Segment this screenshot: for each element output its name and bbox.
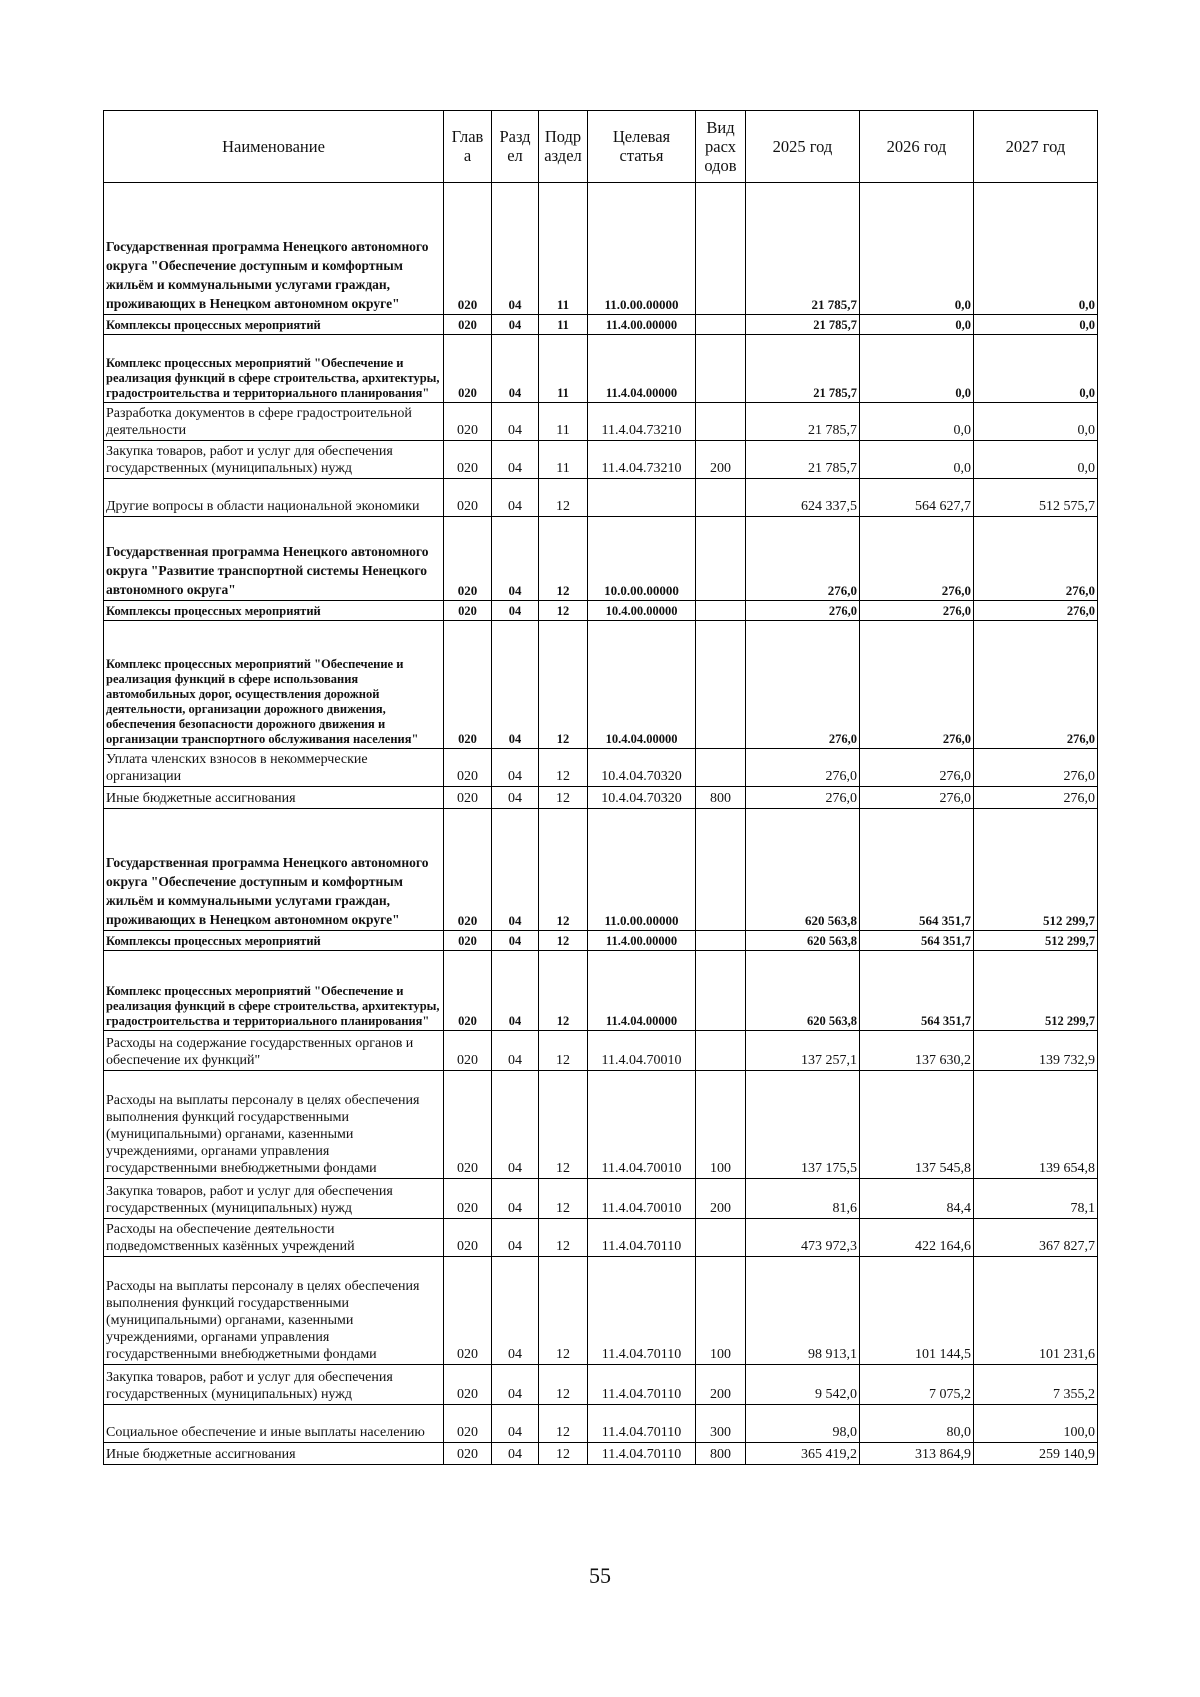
header-2026: 2026 год — [860, 111, 974, 183]
cell-2026: 0,0 — [860, 335, 974, 403]
cell-podrazdel: 11 — [539, 403, 588, 441]
cell-statya: 11.4.04.73210 — [588, 403, 696, 441]
cell-glava: 020 — [444, 809, 492, 931]
cell-podrazdel: 12 — [539, 1031, 588, 1071]
cell-2026: 276,0 — [860, 787, 974, 809]
cell-glava: 020 — [444, 749, 492, 787]
cell-2026: 276,0 — [860, 749, 974, 787]
table-row — [104, 1257, 1098, 1365]
cell-2026: 313 864,9 — [860, 1443, 974, 1465]
cell-2027: 78,1 — [974, 1179, 1098, 1219]
cell-2026: 564 351,7 — [860, 951, 974, 1031]
table-row — [104, 315, 1098, 335]
cell-vid: 100 — [696, 1071, 746, 1179]
cell-2027: 512 299,7 — [974, 951, 1098, 1031]
page-number: 55 — [589, 1563, 611, 1588]
header-razdel: Разд ел — [492, 111, 539, 183]
cell-podrazdel: 12 — [539, 479, 588, 517]
cell-2027: 259 140,9 — [974, 1443, 1098, 1465]
table-row — [104, 601, 1098, 621]
cell-2025: 9 542,0 — [746, 1365, 860, 1405]
cell-2027: 367 827,7 — [974, 1219, 1098, 1257]
cell-podrazdel: 12 — [539, 951, 588, 1031]
cell-2027: 0,0 — [974, 335, 1098, 403]
cell-name: Расходы на выплаты персоналу в целях обеспечения выполнения функций государственными (муниципальными) органами, казенными учреждениями, органами управления государственными внебюджетными фондами — [104, 1071, 444, 1179]
cell-vid — [696, 517, 746, 601]
cell-glava: 020 — [444, 1443, 492, 1465]
cell-2027: 7 355,2 — [974, 1365, 1098, 1405]
cell-razdel: 04 — [492, 315, 539, 335]
cell-name: Комплекс процессных мероприятий "Обеспечение и реализация функций в сфере использования автомобильных дорог, осуществления дорожной деятельности, организации дорожного движения, обеспечения безопасности дорожного движения и организации транспортного обслуживания населения" — [104, 621, 444, 749]
cell-name: Уплата членских взносов в некоммерческие организации — [104, 749, 444, 787]
cell-razdel: 04 — [492, 335, 539, 403]
cell-razdel: 04 — [492, 1031, 539, 1071]
table-row — [104, 621, 1098, 749]
cell-podrazdel: 12 — [539, 1179, 588, 1219]
cell-2025: 21 785,7 — [746, 441, 860, 479]
cell-2026: 276,0 — [860, 621, 974, 749]
cell-2026: 137 630,2 — [860, 1031, 974, 1071]
cell-2027: 100,0 — [974, 1405, 1098, 1443]
cell-vid: 200 — [696, 1365, 746, 1405]
cell-2025: 620 563,8 — [746, 951, 860, 1031]
table-row — [104, 1071, 1098, 1179]
cell-vid — [696, 621, 746, 749]
cell-name: Закупка товаров, работ и услуг для обеспечения государственных (муниципальных) нужд — [104, 441, 444, 479]
cell-glava: 020 — [444, 479, 492, 517]
cell-statya: 11.4.04.70110 — [588, 1219, 696, 1257]
cell-statya: 10.4.04.70320 — [588, 787, 696, 809]
cell-2025: 620 563,8 — [746, 809, 860, 931]
cell-2026: 0,0 — [860, 441, 974, 479]
cell-2026: 137 545,8 — [860, 1071, 974, 1179]
table-row — [104, 1179, 1098, 1219]
cell-vid — [696, 403, 746, 441]
cell-2025: 276,0 — [746, 621, 860, 749]
cell-razdel: 04 — [492, 1071, 539, 1179]
cell-name: Комплексы процессных мероприятий — [104, 315, 444, 335]
cell-name: Расходы на обеспечение деятельности подведомственных казённых учреждений — [104, 1219, 444, 1257]
cell-vid: 200 — [696, 441, 746, 479]
cell-2025: 276,0 — [746, 517, 860, 601]
table-row — [104, 183, 1098, 315]
cell-podrazdel: 12 — [539, 1405, 588, 1443]
cell-vid — [696, 315, 746, 335]
cell-statya: 11.4.04.00000 — [588, 335, 696, 403]
header-2025: 2025 год — [746, 111, 860, 183]
cell-2025: 21 785,7 — [746, 335, 860, 403]
cell-name: Комплекс процессных мероприятий "Обеспечение и реализация функций в сфере строительства, архитектуры, градостроительства и территориального планирования" — [104, 335, 444, 403]
cell-vid: 200 — [696, 1179, 746, 1219]
cell-2025: 98 913,1 — [746, 1257, 860, 1365]
cell-podrazdel: 12 — [539, 1365, 588, 1405]
cell-glava: 020 — [444, 601, 492, 621]
cell-glava: 020 — [444, 1257, 492, 1365]
cell-vid — [696, 931, 746, 951]
table-row — [104, 809, 1098, 931]
table-row — [104, 517, 1098, 601]
cell-vid: 300 — [696, 1405, 746, 1443]
cell-razdel: 04 — [492, 951, 539, 1031]
budget-table — [103, 110, 1098, 1465]
cell-name: Иные бюджетные ассигнования — [104, 1443, 444, 1465]
table-body — [104, 183, 1098, 1465]
table-row — [104, 479, 1098, 517]
cell-2025: 620 563,8 — [746, 931, 860, 951]
cell-glava: 020 — [444, 441, 492, 479]
cell-glava: 020 — [444, 1179, 492, 1219]
cell-name: Социальное обеспечение и иные выплаты населению — [104, 1405, 444, 1443]
cell-vid — [696, 335, 746, 403]
table-header — [104, 111, 1098, 183]
cell-2025: 276,0 — [746, 749, 860, 787]
cell-glava: 020 — [444, 403, 492, 441]
cell-vid — [696, 479, 746, 517]
cell-statya: 11.4.04.70110 — [588, 1257, 696, 1365]
cell-podrazdel: 12 — [539, 809, 588, 931]
cell-name: Другие вопросы в области национальной экономики — [104, 479, 444, 517]
cell-glava: 020 — [444, 1405, 492, 1443]
cell-vid — [696, 749, 746, 787]
cell-name: Комплексы процессных мероприятий — [104, 601, 444, 621]
header-statya: Целевая статья — [588, 111, 696, 183]
cell-2026: 0,0 — [860, 403, 974, 441]
cell-podrazdel: 12 — [539, 1219, 588, 1257]
cell-razdel: 04 — [492, 1443, 539, 1465]
header-2027: 2027 год — [974, 111, 1098, 183]
cell-razdel: 04 — [492, 1257, 539, 1365]
cell-name: Расходы на содержание государственных органов и обеспечение их функций" — [104, 1031, 444, 1071]
cell-2027: 276,0 — [974, 601, 1098, 621]
cell-podrazdel: 12 — [539, 787, 588, 809]
cell-podrazdel: 12 — [539, 1071, 588, 1179]
cell-2025: 137 257,1 — [746, 1031, 860, 1071]
cell-name: Разработка документов в сфере градостроительной деятельности — [104, 403, 444, 441]
cell-vid: 800 — [696, 1443, 746, 1465]
cell-statya: 10.4.04.70320 — [588, 749, 696, 787]
cell-2027: 512 299,7 — [974, 809, 1098, 931]
cell-podrazdel: 11 — [539, 183, 588, 315]
cell-statya: 11.4.04.73210 — [588, 441, 696, 479]
cell-name: Комплекс процессных мероприятий "Обеспечение и реализация функций в сфере строительства, архитектуры, градостроительства и территориального планирования" — [104, 951, 444, 1031]
cell-2025: 21 785,7 — [746, 183, 860, 315]
cell-razdel: 04 — [492, 517, 539, 601]
cell-2027: 139 654,8 — [974, 1071, 1098, 1179]
cell-2027: 276,0 — [974, 621, 1098, 749]
cell-statya: 11.0.00.00000 — [588, 809, 696, 931]
cell-2026: 7 075,2 — [860, 1365, 974, 1405]
cell-razdel: 04 — [492, 479, 539, 517]
cell-glava: 020 — [444, 621, 492, 749]
cell-name: Государственная программа Ненецкого автономного округа "Развитие транспортной системы Ненецкого автономного округа" — [104, 517, 444, 601]
table-row — [104, 335, 1098, 403]
cell-razdel: 04 — [492, 749, 539, 787]
cell-glava: 020 — [444, 315, 492, 335]
cell-2027: 0,0 — [974, 315, 1098, 335]
cell-name: Закупка товаров, работ и услуг для обеспечения государственных (муниципальных) нужд — [104, 1365, 444, 1405]
cell-glava: 020 — [444, 183, 492, 315]
cell-podrazdel: 12 — [539, 517, 588, 601]
cell-2025: 137 175,5 — [746, 1071, 860, 1179]
cell-vid — [696, 183, 746, 315]
cell-2025: 276,0 — [746, 787, 860, 809]
cell-vid — [696, 601, 746, 621]
cell-statya: 11.4.04.70110 — [588, 1405, 696, 1443]
cell-2025: 624 337,5 — [746, 479, 860, 517]
cell-2027: 0,0 — [974, 183, 1098, 315]
cell-razdel: 04 — [492, 621, 539, 749]
cell-statya: 11.4.04.70110 — [588, 1365, 696, 1405]
cell-podrazdel: 12 — [539, 621, 588, 749]
table-row — [104, 951, 1098, 1031]
cell-razdel: 04 — [492, 787, 539, 809]
cell-statya: 11.4.04.70010 — [588, 1031, 696, 1071]
cell-glava: 020 — [444, 787, 492, 809]
cell-2025: 21 785,7 — [746, 403, 860, 441]
table-row — [104, 1219, 1098, 1257]
cell-vid — [696, 809, 746, 931]
cell-podrazdel: 11 — [539, 335, 588, 403]
table-row — [104, 931, 1098, 951]
cell-name: Государственная программа Ненецкого автономного округа "Обеспечение доступным и комфортным жильём и коммунальными услугами граждан, проживающих в Ненецком автономном округе" — [104, 809, 444, 931]
cell-glava: 020 — [444, 517, 492, 601]
cell-2025: 98,0 — [746, 1405, 860, 1443]
header-name: Наименование — [104, 111, 444, 183]
cell-2027: 0,0 — [974, 441, 1098, 479]
table-row — [104, 787, 1098, 809]
cell-glava: 020 — [444, 931, 492, 951]
cell-podrazdel: 12 — [539, 1257, 588, 1365]
cell-razdel: 04 — [492, 1365, 539, 1405]
cell-2026: 276,0 — [860, 601, 974, 621]
cell-name: Государственная программа Ненецкого автономного округа "Обеспечение доступным и комфортным жильём и коммунальными услугами граждан, проживающих в Ненецком автономном округе" — [104, 183, 444, 315]
cell-razdel: 04 — [492, 441, 539, 479]
cell-name: Иные бюджетные ассигнования — [104, 787, 444, 809]
cell-razdel: 04 — [492, 601, 539, 621]
cell-2025: 81,6 — [746, 1179, 860, 1219]
cell-statya: 11.0.00.00000 — [588, 183, 696, 315]
cell-vid — [696, 1031, 746, 1071]
cell-statya: 11.4.00.00000 — [588, 931, 696, 951]
table-row — [104, 1031, 1098, 1071]
cell-statya: 11.4.04.70010 — [588, 1179, 696, 1219]
table-row — [104, 1405, 1098, 1443]
cell-2026: 564 351,7 — [860, 931, 974, 951]
cell-statya — [588, 479, 696, 517]
cell-2025: 473 972,3 — [746, 1219, 860, 1257]
cell-glava: 020 — [444, 951, 492, 1031]
header-podrazdel: Подр аздел — [539, 111, 588, 183]
cell-razdel: 04 — [492, 1405, 539, 1443]
cell-podrazdel: 12 — [539, 749, 588, 787]
cell-2027: 276,0 — [974, 749, 1098, 787]
table-row — [104, 1443, 1098, 1465]
cell-podrazdel: 11 — [539, 441, 588, 479]
cell-statya: 10.0.00.00000 — [588, 517, 696, 601]
cell-glava: 020 — [444, 1365, 492, 1405]
cell-2027: 0,0 — [974, 403, 1098, 441]
cell-vid: 100 — [696, 1257, 746, 1365]
cell-glava: 020 — [444, 1219, 492, 1257]
cell-razdel: 04 — [492, 403, 539, 441]
cell-vid — [696, 1219, 746, 1257]
cell-statya: 11.4.04.00000 — [588, 951, 696, 1031]
header-row — [104, 111, 1098, 183]
cell-razdel: 04 — [492, 931, 539, 951]
cell-razdel: 04 — [492, 183, 539, 315]
cell-podrazdel: 12 — [539, 1443, 588, 1465]
cell-2026: 0,0 — [860, 315, 974, 335]
cell-2026: 101 144,5 — [860, 1257, 974, 1365]
header-vid: Вид расх одов — [696, 111, 746, 183]
cell-2027: 512 299,7 — [974, 931, 1098, 951]
cell-razdel: 04 — [492, 809, 539, 931]
cell-podrazdel: 12 — [539, 601, 588, 621]
cell-statya: 10.4.04.00000 — [588, 621, 696, 749]
cell-podrazdel: 12 — [539, 931, 588, 951]
cell-podrazdel: 11 — [539, 315, 588, 335]
cell-razdel: 04 — [492, 1179, 539, 1219]
cell-2027: 276,0 — [974, 787, 1098, 809]
cell-statya: 11.4.04.70010 — [588, 1071, 696, 1179]
cell-2027: 139 732,9 — [974, 1031, 1098, 1071]
cell-2027: 101 231,6 — [974, 1257, 1098, 1365]
cell-2026: 84,4 — [860, 1179, 974, 1219]
cell-2027: 276,0 — [974, 517, 1098, 601]
table-row — [104, 1365, 1098, 1405]
cell-2026: 276,0 — [860, 517, 974, 601]
cell-glava: 020 — [444, 1031, 492, 1071]
cell-name: Комплексы процессных мероприятий — [104, 931, 444, 951]
cell-razdel: 04 — [492, 1219, 539, 1257]
cell-2026: 0,0 — [860, 183, 974, 315]
cell-vid — [696, 951, 746, 1031]
table-row — [104, 441, 1098, 479]
cell-2026: 564 627,7 — [860, 479, 974, 517]
cell-2026: 80,0 — [860, 1405, 974, 1443]
cell-2027: 512 575,7 — [974, 479, 1098, 517]
cell-glava: 020 — [444, 335, 492, 403]
table-row — [104, 749, 1098, 787]
cell-statya: 10.4.00.00000 — [588, 601, 696, 621]
header-glava: Глав а — [444, 111, 492, 183]
cell-2025: 365 419,2 — [746, 1443, 860, 1465]
cell-2026: 422 164,6 — [860, 1219, 974, 1257]
cell-2025: 21 785,7 — [746, 315, 860, 335]
cell-glava: 020 — [444, 1071, 492, 1179]
cell-statya: 11.4.04.70110 — [588, 1443, 696, 1465]
cell-vid: 800 — [696, 787, 746, 809]
table-row — [104, 403, 1098, 441]
cell-name: Расходы на выплаты персоналу в целях обеспечения выполнения функций государственными (муниципальными) органами, казенными учреждениями, органами управления государственными внебюджетными фондами — [104, 1257, 444, 1365]
cell-statya: 11.4.00.00000 — [588, 315, 696, 335]
cell-2026: 564 351,7 — [860, 809, 974, 931]
cell-name: Закупка товаров, работ и услуг для обеспечения государственных (муниципальных) нужд — [104, 1179, 444, 1219]
cell-2025: 276,0 — [746, 601, 860, 621]
